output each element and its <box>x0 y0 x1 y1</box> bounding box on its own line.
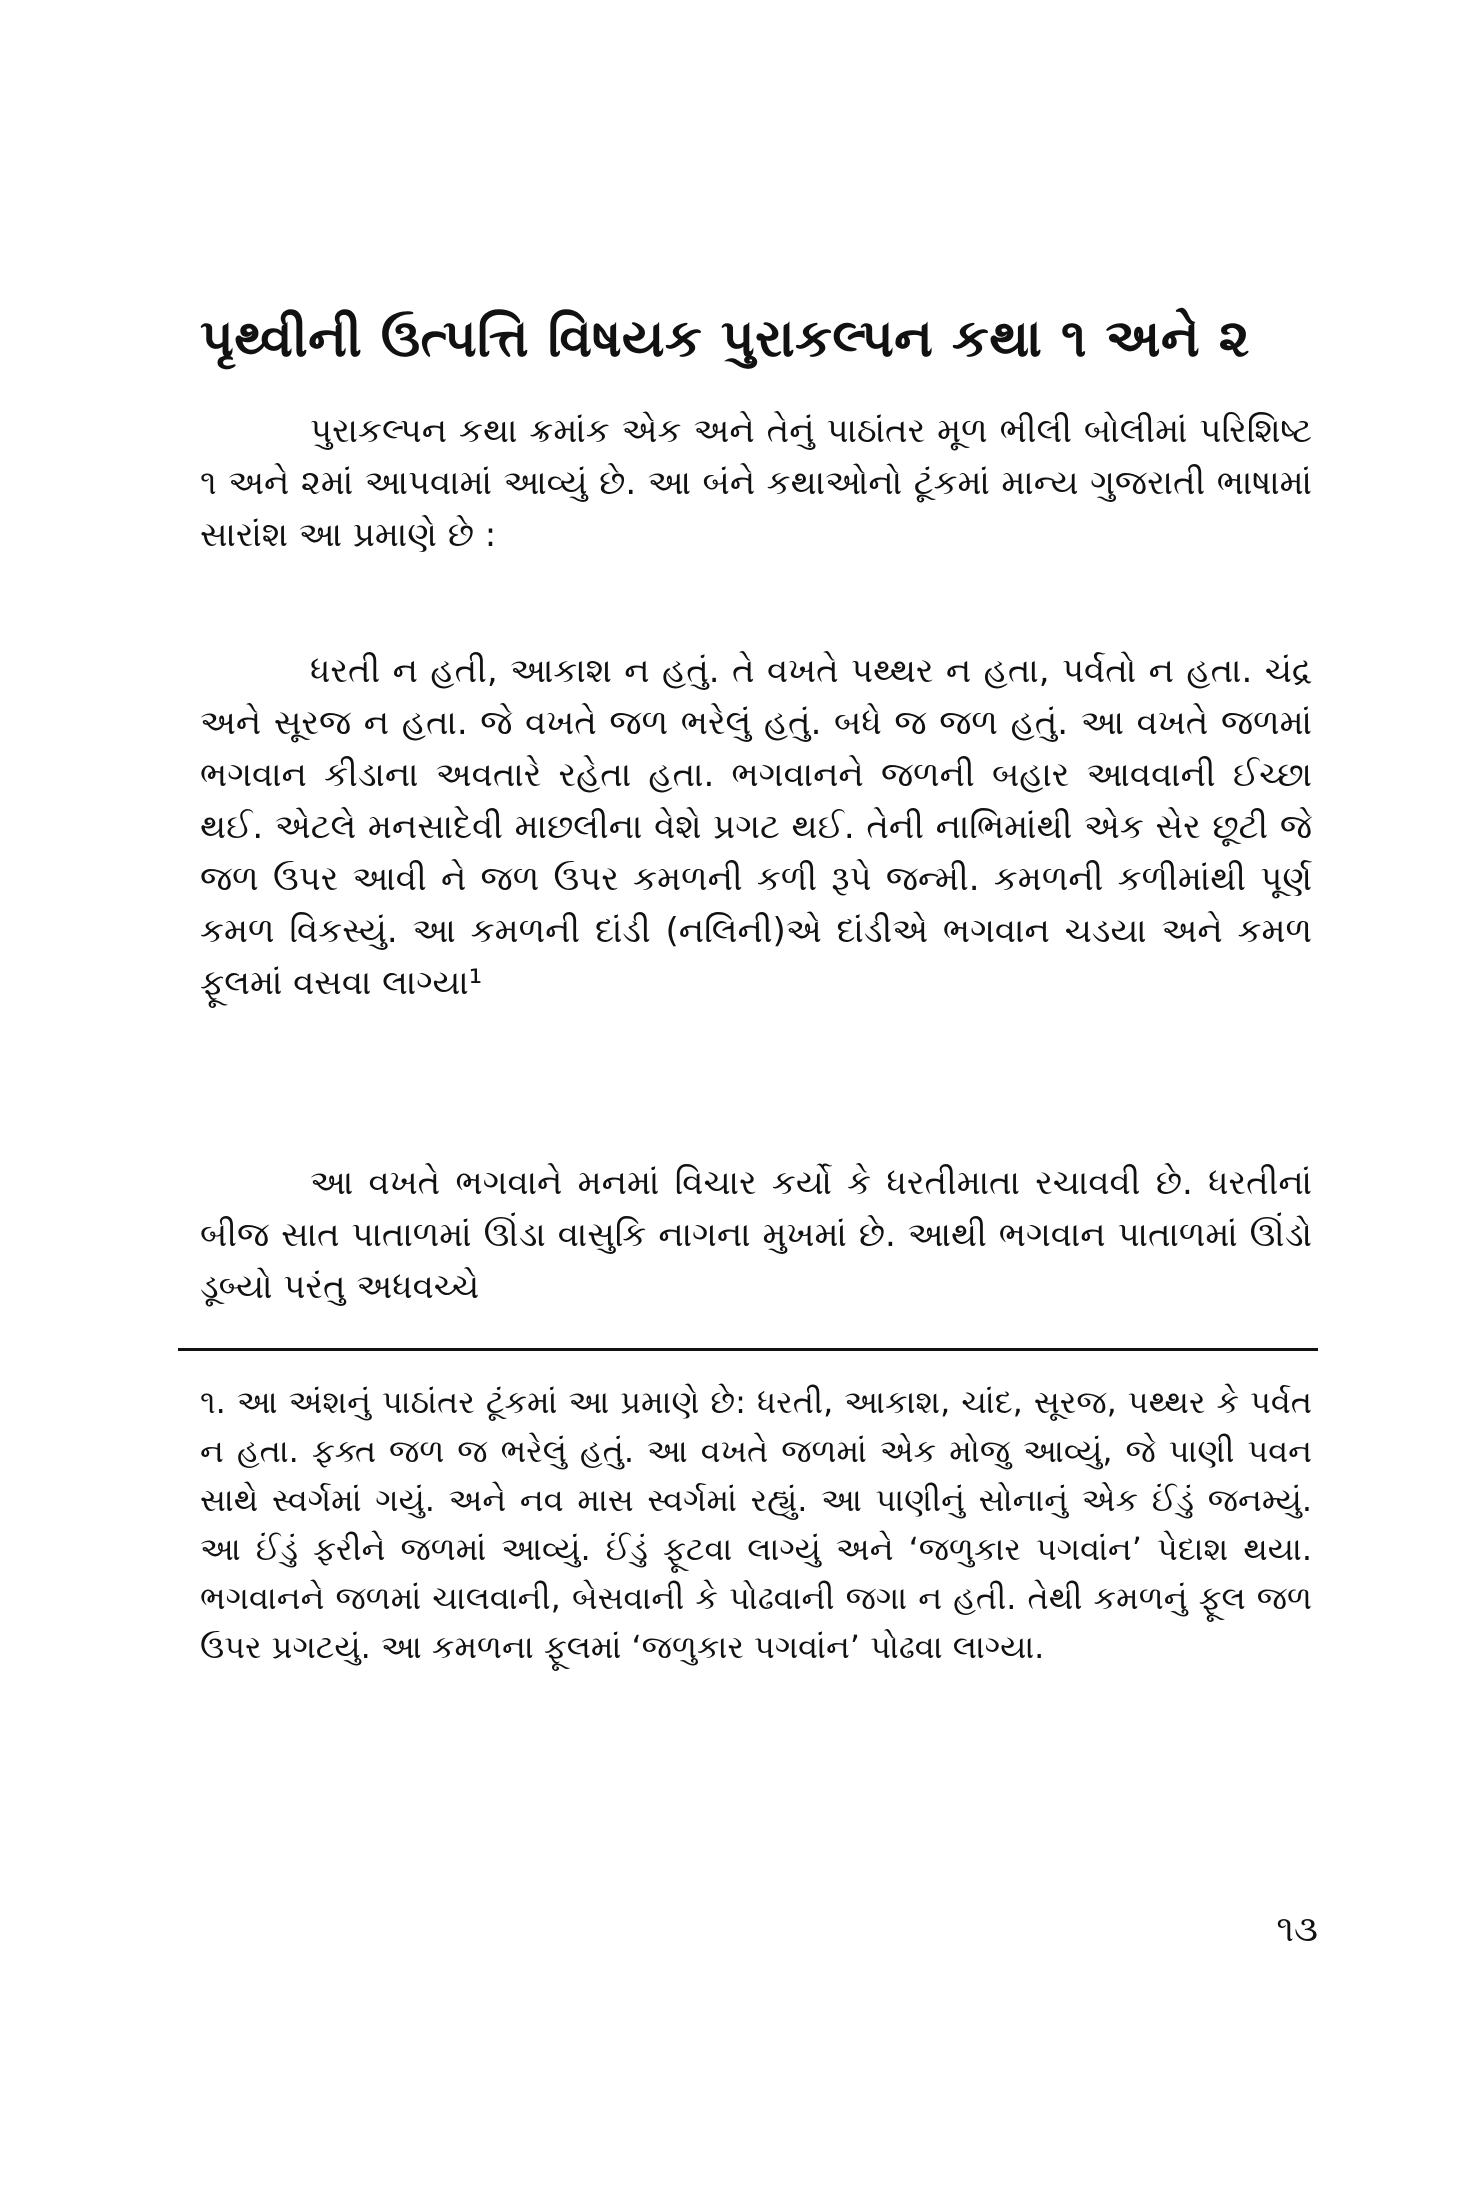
chapter-title: પૃથ્વીની ઉત્પત્તિ વિષયક પુરાકલ્પન કથા ૧ અને ૨ <box>200 308 1250 369</box>
footnote: ૧. આ અંશનું પાઠાંતર ટૂંકમાં આ પ્રમાણે છે: ધરતી, આકાશ, ચાંદ, સૂરજ, પથ્થર કે પર્વત ન હતા. ફક્ત જળ જ ભરેલું હતું. આ વખતે જળમાં એક મોજુ આવ્યું, જે પાણી પવન સાથે સ્વર્ગમાં ગયું. અને નવ માસ સ્વર્ગમાં રહ્યું. આ પાણીનું સોનાનું એક ઈંડું જનમ્યું. આ ઈંડું ફરીને જળમાં આવ્યું. ઈંડું ફૂટવા લાગ્યું અને ‘જળુકાર પગવાંન’ પેદાશ થયા. ભગવાનને જળમાં ચાલવાની, બેસવાની કે પોઢવાની જગા ન હતી. તેથી કમળનું ફૂલ જળ ઉપર પ્રગટયું. આ કમળના ફૂલમાં ‘જળુકાર પગવાંન’ પોઢવા લાગ્યા. <box>200 1383 1312 1666</box>
page-number: ૧૩ <box>1276 1909 1318 1950</box>
story-paragraph-2: આ વખતે ભગવાને મનમાં વિચાર કર્યો કે ધરતીમાતા રચાવવી છે. ધરતીનાં બીજ સાત પાતાળમાં ઊંડા વાસુકિ નાગના મુખમાં છે. આથી ભગવાન પાતાળમાં ઊંડો ડૂબ્યો પરંતુ અધવચ્ચે <box>200 1163 1312 1307</box>
story-paragraph-1: ધરતી ન હતી, આકાશ ન હતું. તે વખતે પથ્થર ન હતા, પર્વતો ન હતા. ચંદ્ર અને સૂરજ ન હતા. જે વખતે જળ ભરેલું હતું. બધે જ જળ હતું. આ વખતે જળમાં ભગવાન કીડાના અવતારે રહેતા હતા. ભગવાનને જળની બહાર આવવાની ઈચ્છા થઈ. એટલે મનસાદેવી માછલીના વેશે પ્રગટ થઈ. તેની નાભિમાંથી એક સેર છૂટી જે જળ ઉપર આવી ને જળ ઉપર કમળની કળી રૂપે જન્મી. કમળની કળીમાંથી પૂર્ણ કમળ વિકસ્યું. આ કમળની દાંડી (નલિની)એ દાંડીએ ભગવાન ચડયા અને કમળ ફૂલમાં વસવા લાગ્યા¹ <box>200 651 1312 1003</box>
footnote-divider <box>178 1348 1318 1351</box>
intro-paragraph: પુરાકલ્પન કથા ક્રમાંક એક અને તેનું પાઠાંતર મૂળ ભીલી બોલીમાં પરિશિષ્ટ ૧ અને ૨માં આપવામાં આવ્યું છે. આ બંને કથાઓનો ટૂંકમાં માન્ય ગુજરાતી ભાષામાં સારાંશ આ પ્રમાણે છે : <box>200 411 1312 555</box>
